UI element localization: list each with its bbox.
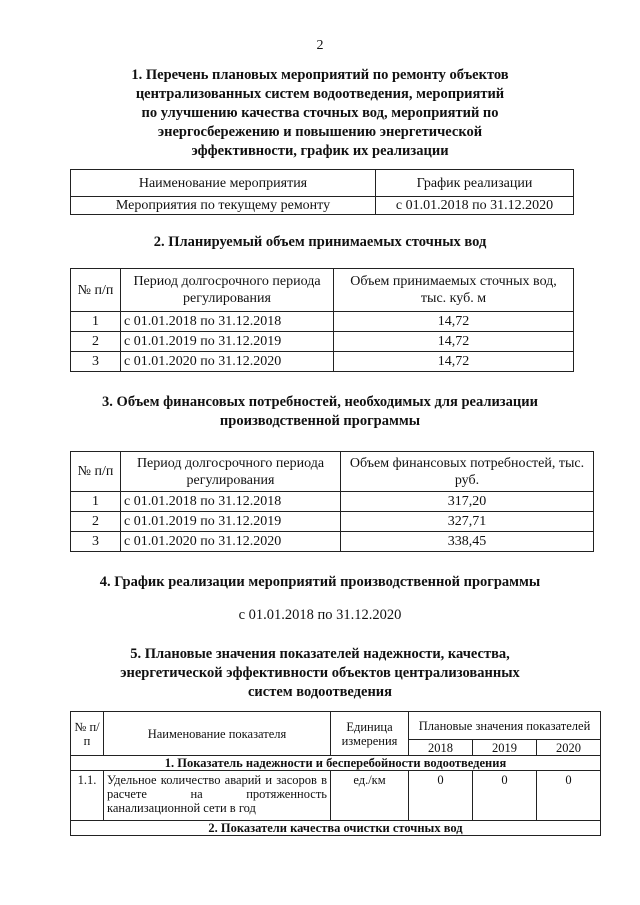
section5-table (70, 711, 601, 836)
section3-table (70, 451, 594, 552)
section3-title (0, 393, 640, 431)
table-cell: 14,72 (334, 312, 574, 332)
table-cell: с 01.01.2020 по 31.12.2020 (121, 532, 341, 552)
section2-header-volume: Объем принимаемых сточных вод, тыс. куб. м (334, 269, 574, 312)
section1-header-schedule: График реализации (376, 170, 574, 197)
section5-header-name: Наименование показателя (104, 712, 331, 756)
table-cell: 1 (71, 312, 121, 332)
table-cell: 0 (537, 771, 601, 821)
section5-header-year: 2018 (409, 740, 473, 756)
section5-group-reliability: 1. Показатель надежности и бесперебойности водоотведения (71, 756, 601, 771)
section2-table (70, 268, 574, 372)
section2-header-num: № п/п (71, 269, 121, 312)
section1-cell-schedule: с 01.01.2018 по 31.12.2020 (376, 197, 574, 215)
section3-header-finance: Объем финансовых потребностей, тыс. руб. (341, 452, 594, 492)
section1-title-line: по улучшению качества сточных вод, мероприятий по (141, 105, 499, 121)
section5-header-year: 2019 (473, 740, 537, 756)
table-cell: 1.1. (71, 771, 104, 821)
table-cell: 317,20 (341, 492, 594, 512)
section5-header-planned: Плановые значения показателей (409, 712, 601, 740)
section5-header-num: № п/п (71, 712, 104, 756)
table-cell: с 01.01.2018 по 31.12.2018 (121, 492, 341, 512)
section5-group-quality: 2. Показатели качества очистки сточных вод (71, 821, 601, 836)
section1-title-line: 1. Перечень плановых мероприятий по ремонту объектов (131, 67, 509, 83)
table-cell: с 01.01.2020 по 31.12.2020 (121, 352, 334, 372)
section1-title-line: эффективности, график их реализации (191, 143, 449, 159)
section1-table (70, 169, 574, 215)
table-cell: 14,72 (334, 332, 574, 352)
section2-header-period: Период долгосрочного периода регулирования (121, 269, 334, 312)
section5-title-line: энергетической эффективности объектов централизованных (120, 665, 520, 681)
table-cell: ед./км (331, 771, 409, 821)
section1-title-line: централизованных систем водоотведения, мероприятий (135, 86, 505, 102)
section3-title-line: 3. Объем финансовых потребностей, необходимых для реализации (102, 394, 538, 410)
section5-header-year: 2020 (537, 740, 601, 756)
section1-header-name: Наименование мероприятия (71, 170, 376, 197)
table-cell: 2 (71, 332, 121, 352)
table-cell: с 01.01.2019 по 31.12.2019 (121, 512, 341, 532)
section5-title-line: 5. Плановые значения показателей надежности, качества, (130, 646, 510, 662)
table-cell: 338,45 (341, 532, 594, 552)
section1-title (0, 66, 640, 161)
table-cell: 2 (71, 512, 121, 532)
table-cell: 327,71 (341, 512, 594, 532)
table-cell: с 01.01.2019 по 31.12.2019 (121, 332, 334, 352)
section1-title-line: энергосбережению и повышению энергетической (157, 124, 483, 140)
section1-cell-name: Мероприятия по текущему ремонту (71, 197, 376, 215)
table-cell: 14,72 (334, 352, 574, 372)
table-cell: 3 (71, 352, 121, 372)
section4-period: с 01.01.2018 по 31.12.2020 (238, 607, 402, 623)
section5-header-unit: Единица измерения (331, 712, 409, 756)
table-cell: с 01.01.2018 по 31.12.2018 (121, 312, 334, 332)
table-cell: 1 (71, 492, 121, 512)
section2-title: 2. Планируемый объем принимаемых сточных вод (153, 234, 487, 250)
section3-header-period: Период долгосрочного периода регулирования (121, 452, 341, 492)
section5-title (0, 645, 640, 702)
table-cell: Удельное количество аварий и засоров в расчете на протяженность канализационной сети в год (104, 771, 331, 821)
page-number: 2 (316, 38, 324, 53)
section3-title-line: производственной программы (219, 413, 421, 429)
section5-title-line: систем водоотведения (247, 684, 393, 700)
section4-title: 4. График реализации мероприятий производственной программы (99, 574, 541, 590)
table-cell: 3 (71, 532, 121, 552)
section3-header-num: № п/п (71, 452, 121, 492)
table-cell: 0 (409, 771, 473, 821)
table-cell: 0 (473, 771, 537, 821)
